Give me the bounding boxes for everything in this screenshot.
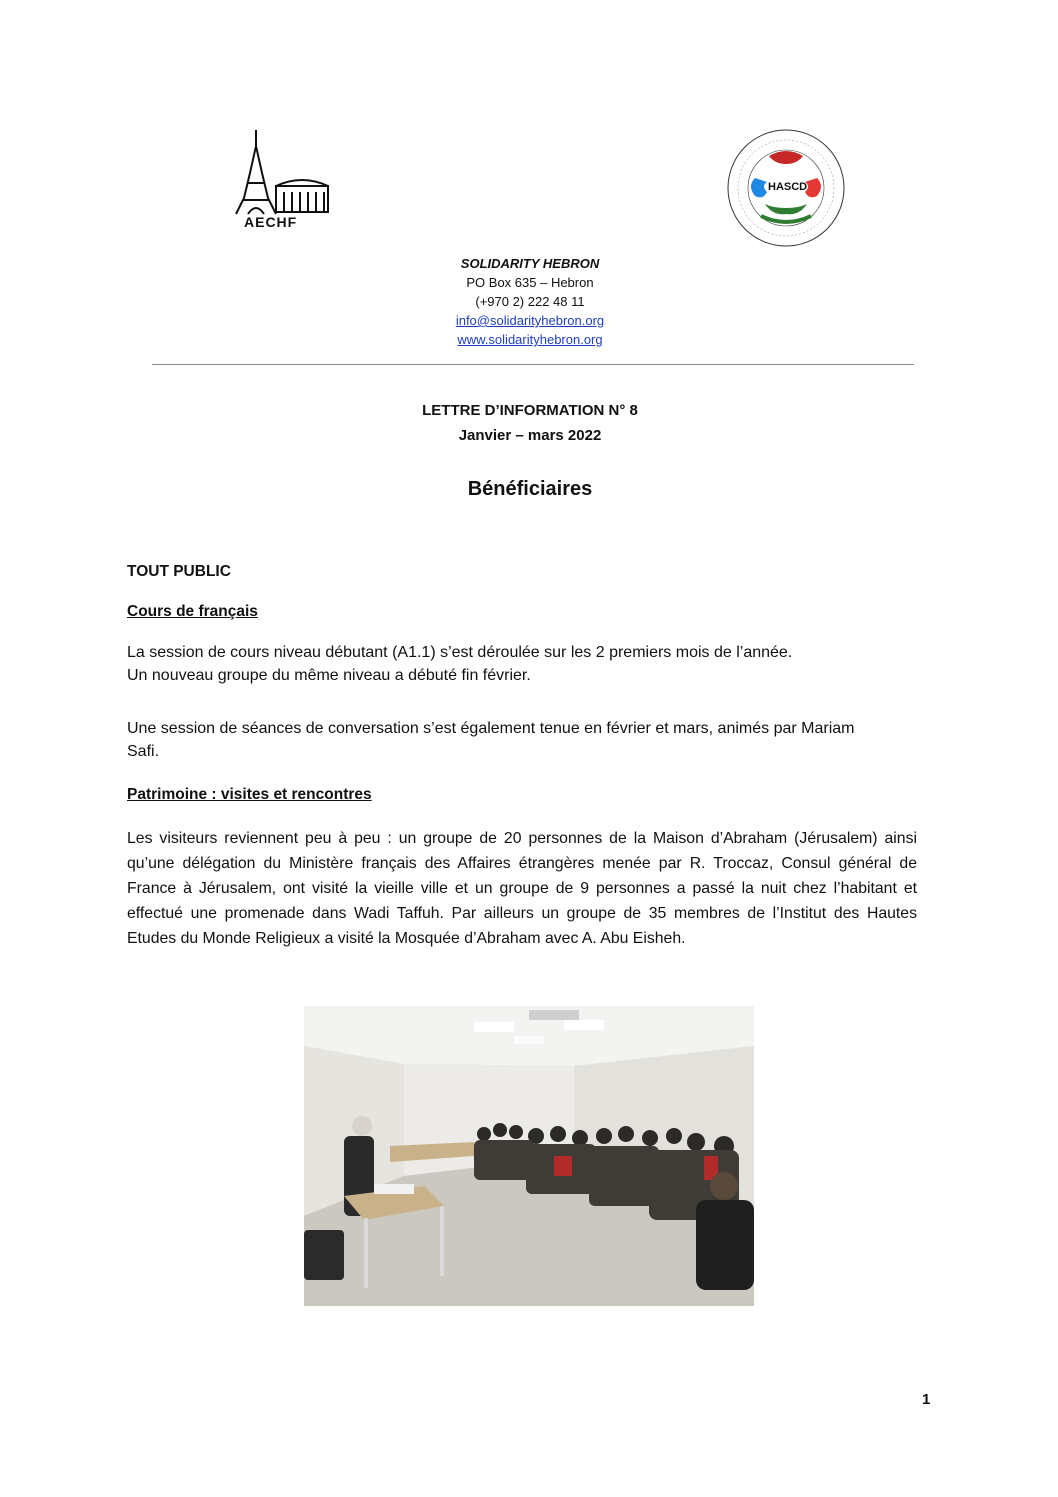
email-link[interactable]: info@solidarityhebron.org (455, 313, 605, 328)
header-divider (152, 364, 914, 365)
meeting-photo (304, 1006, 754, 1306)
page-number: 1 (922, 1391, 931, 1408)
phone-number: (+970 2) 222 48 11 (475, 294, 585, 309)
newsletter-title-block (330, 398, 730, 448)
french-courses-text (127, 642, 917, 687)
newsletter-period: Janvier – mars 2022 (458, 427, 602, 444)
contact-block (330, 254, 730, 349)
section-title: Bénéficiaires (467, 478, 593, 500)
conversation-paragraph: Une session de séances de conversation s’est également tenue en février et mars, animés par Mariam Safi. (127, 720, 855, 760)
website-link[interactable]: www.solidarityhebron.org (457, 332, 603, 347)
po-box: PO Box 635 – Hebron (466, 275, 594, 290)
hascd-logo (725, 126, 847, 250)
heritage-paragraph: Les visiteurs reviennent peu à peu : un groupe de 20 personnes de la Maison d’Abraham (Jérusalem) ainsi qu’une délégation du Ministère français des Affaires étrangères menée par R. Troccaz, Consul général de France à Jérusalem, ont visité la vieille ville et un groupe de 9 personnes a passé la nuit chez l’habitant et effectué une promenade dans Wadi Taffuh. Par ailleurs un groupe de 35 membres de l’Institut des Hautes Etudes du Monde Religieux a visité la Mosquée d’Abraham avec A. Abu Eisheh. (127, 830, 917, 947)
org-name: SOLIDARITY HEBRON (460, 256, 600, 271)
audience-heading: TOUT PUBLIC (127, 563, 231, 580)
french-courses-line2: Un nouveau groupe du même niveau a débuté fin février. (127, 666, 531, 684)
hascd-logo-text: HASCD (768, 181, 808, 193)
newsletter-title: LETTRE D’INFORMATION N° 8 (422, 402, 638, 419)
heritage-heading: Patrimoine : visites et rencontres (127, 786, 372, 803)
aechf-logo (230, 128, 334, 236)
french-courses-heading: Cours de français (127, 603, 258, 620)
aechf-logo-text: AECHF (244, 214, 298, 230)
french-courses-line1: La session de cours niveau débutant (A1.1) s’est déroulée sur les 2 premiers mois de l’année. (127, 644, 793, 661)
